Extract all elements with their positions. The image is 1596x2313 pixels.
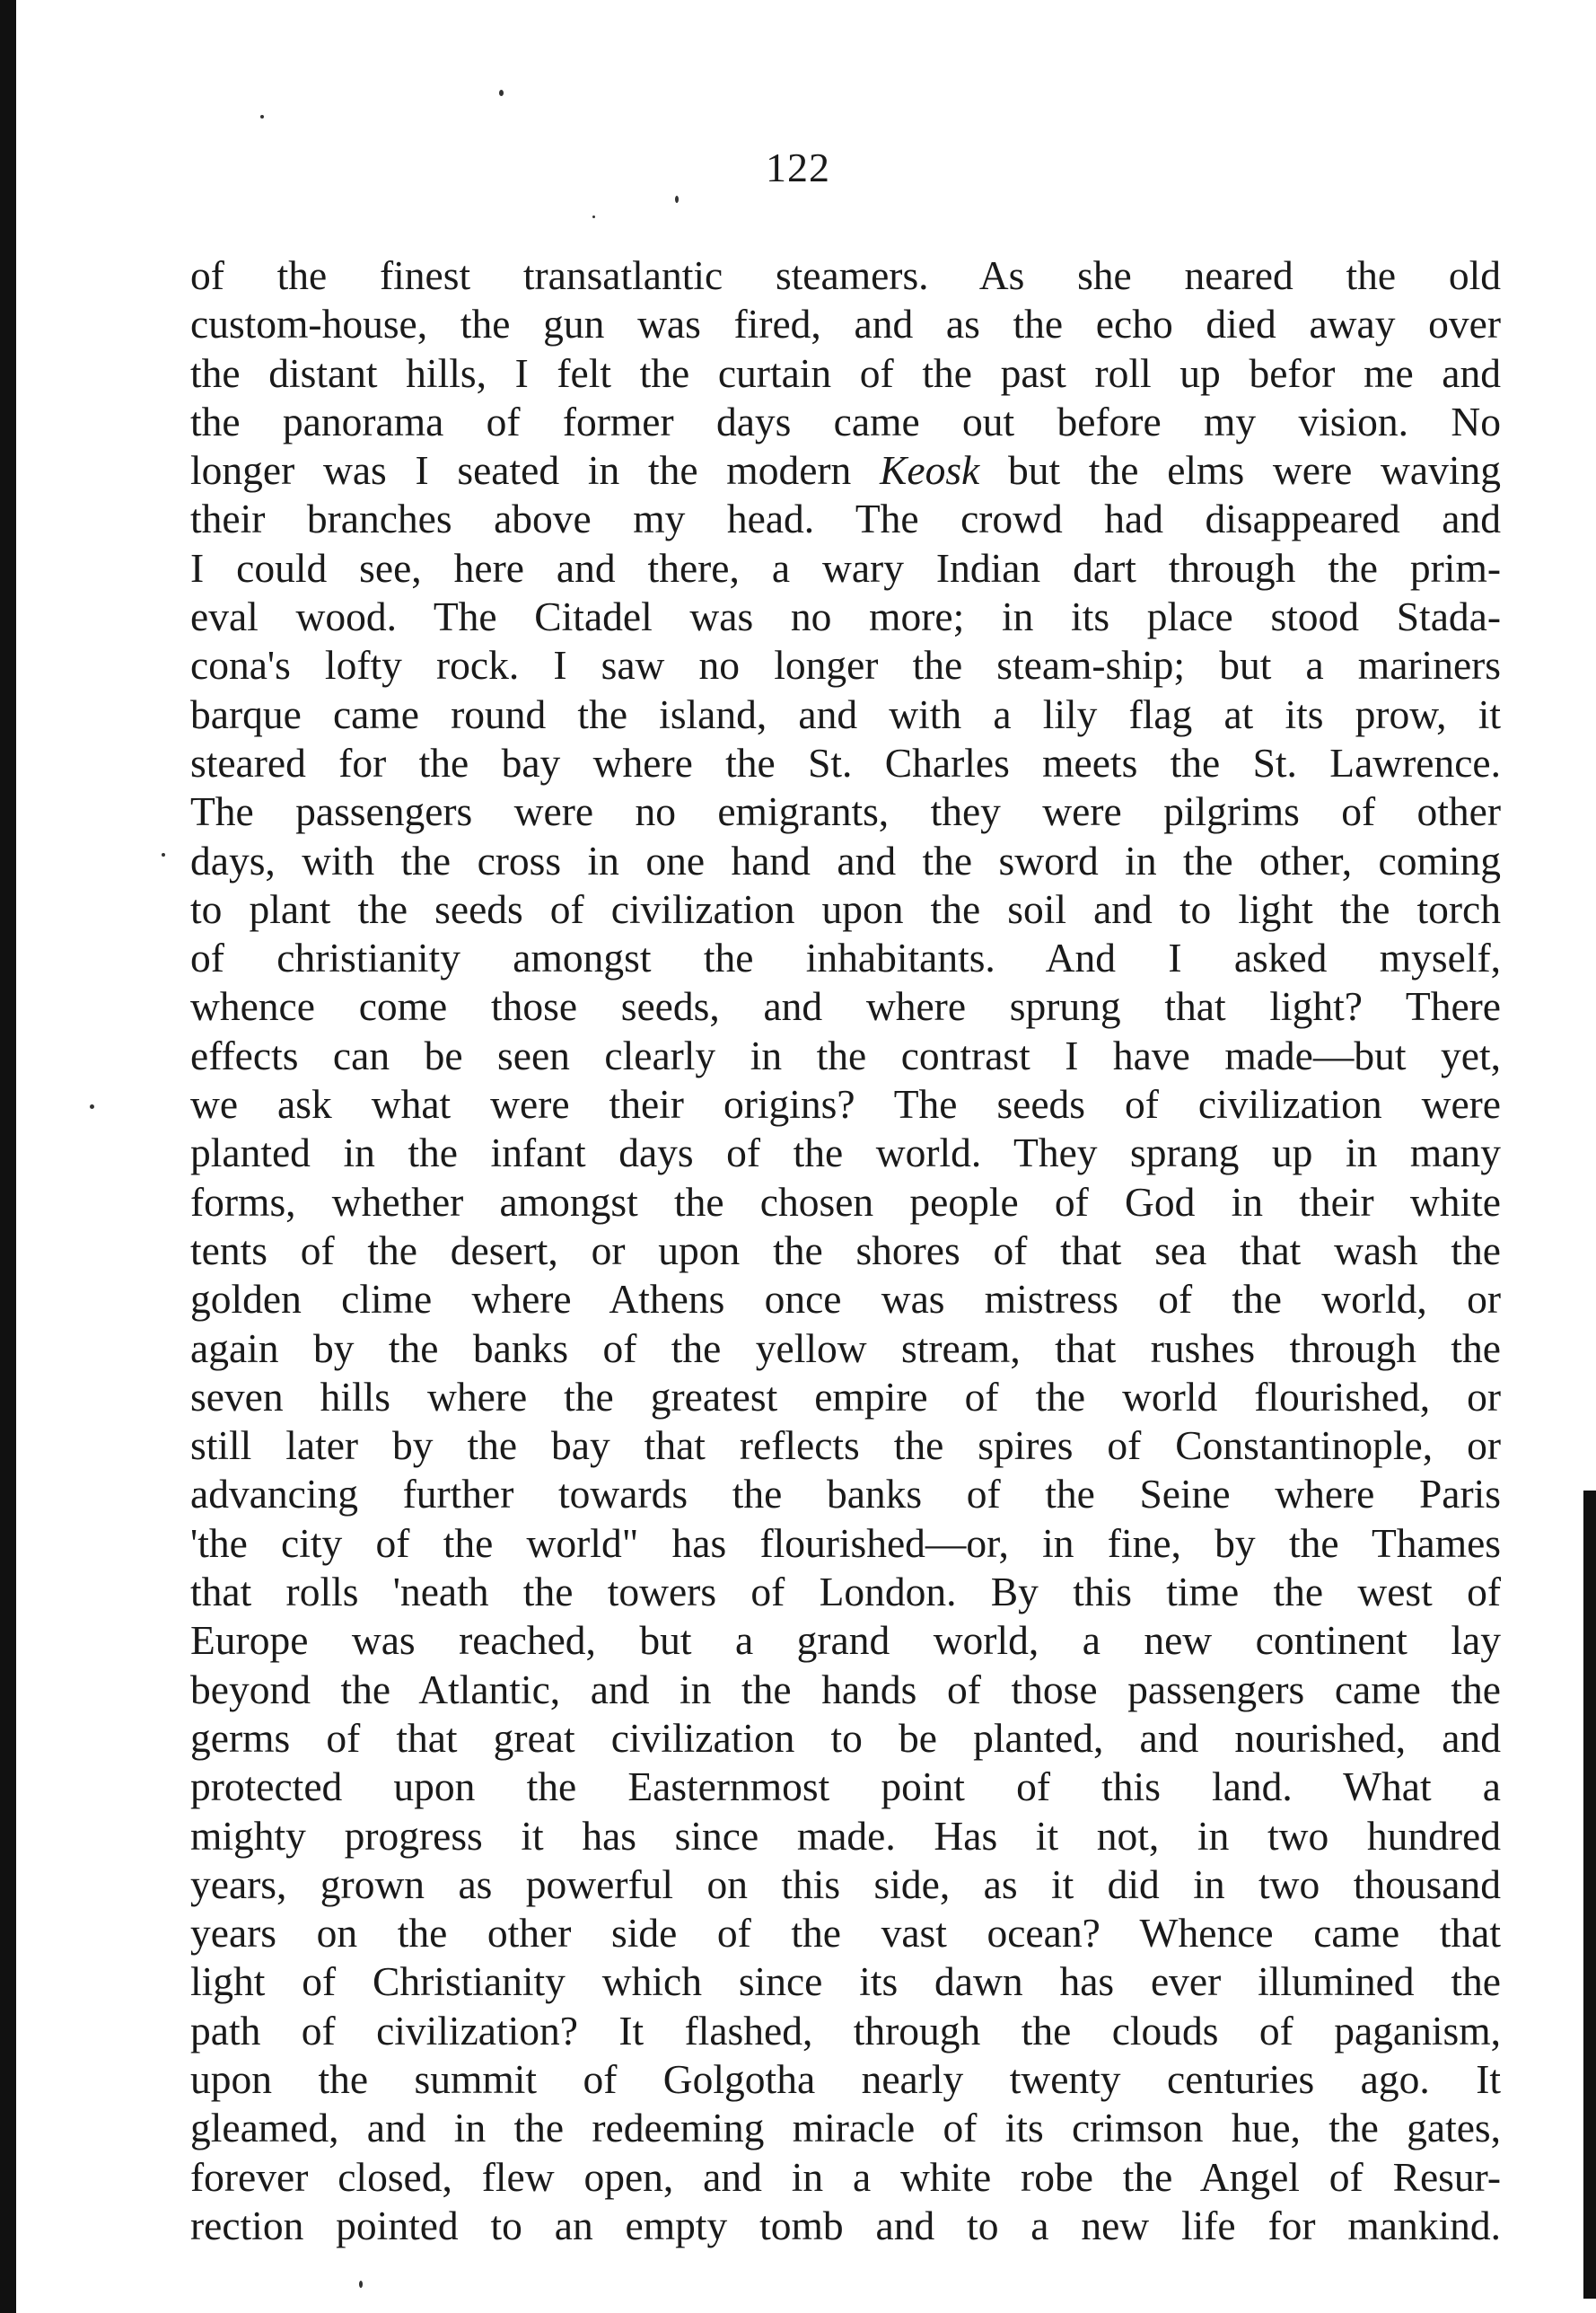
- text-line: germs of that great civilization to be planted, and nourished, and: [190, 1714, 1501, 1761]
- text-line: rection pointed to an empty tomb and to a new life for mankind.: [190, 2202, 1501, 2248]
- text-line: we ask what were their origins? The seeds of civilization were: [190, 1081, 1501, 1128]
- scan-speck: [499, 90, 504, 96]
- text-line: cona's lofty rock. I saw no longer the steam-ship; but a mariners: [190, 642, 1501, 689]
- text-line: steared for the bay where the St. Charles meets the St. Lawrence.: [190, 739, 1501, 786]
- scan-speck: [90, 1104, 94, 1109]
- text-line: 'the city of the world" has flourished—or, in fine, by the Thames: [190, 1519, 1501, 1566]
- text-line: The passengers were no emigrants, they were pilgrims of other: [190, 788, 1501, 835]
- text-line: their branches above my head. The crowd had disappeared and: [190, 496, 1501, 542]
- scan-speck: [359, 2281, 363, 2288]
- page-number: 122: [766, 145, 830, 190]
- text-line: I could see, here and there, a wary Indian dart through the prim-: [190, 544, 1501, 591]
- text-line: days, with the cross in one hand and the sword in the other, coming: [190, 837, 1501, 884]
- text-line: tents of the desert, or upon the shores of that sea that wash the: [190, 1227, 1501, 1273]
- text-line: Europe was reached, but a grand world, a new continent lay: [190, 1617, 1501, 1664]
- text-line: seven hills where the greatest empire of the world flourished, or: [190, 1373, 1501, 1420]
- text-line: that rolls 'neath the towers of London. By this time the west of: [190, 1569, 1501, 1615]
- text-line: the distant hills, I felt the curtain of the past roll up befor me and: [190, 349, 1501, 396]
- text-line: to plant the seeds of civilization upon the soil and to light the torch: [190, 885, 1501, 932]
- text-line: planted in the infant days of the world. They sprang up in many: [190, 1130, 1501, 1176]
- text-line: the panorama of former days came out before my vision. No: [190, 398, 1501, 444]
- scan-edge-left: [0, 0, 16, 2313]
- text-line: light of Christianity which since its dawn has ever illumined the: [190, 1958, 1501, 2005]
- text-line: still later by the bay that reflects the spires of Constantinople, or: [190, 1422, 1501, 1469]
- text-line: beyond the Atlantic, and in the hands of those passengers came the: [190, 1666, 1501, 1712]
- text-line: barque came round the island, and with a lily flag at its prow, it: [190, 690, 1501, 737]
- text-line: forever closed, flew open, and in a white robe the Angel of Resur-: [190, 2153, 1501, 2200]
- scan-speck: [592, 215, 595, 218]
- text-line-part: but the elms were waving: [979, 447, 1501, 494]
- text-line-part: longer was I seated in the modern: [190, 447, 881, 494]
- text-line: gleamed, and in the redeeming miracle of its crimson hue, the gates,: [190, 2105, 1501, 2151]
- scan-edge-right: [1583, 1491, 1596, 2299]
- scan-speck: [162, 853, 165, 857]
- text-line: custom-house, the gun was fired, and as the echo died away over: [190, 301, 1501, 347]
- text-line: protected upon the Easternmost point of this land. What a: [190, 1763, 1501, 1810]
- scan-speck: [675, 196, 679, 203]
- text-line: forms, whether amongst the chosen people of God in their white: [190, 1178, 1501, 1225]
- text-line: effects can be seen clearly in the contrast I have made—but yet,: [190, 1032, 1501, 1078]
- text-line: mighty progress it has since made. Has it not, in two hundred: [190, 1812, 1501, 1859]
- text-line: eval wood. The Citadel was no more; in its place stood Stada-: [190, 594, 1501, 640]
- text-line: upon the summit of Golgotha nearly twenty centuries ago. It: [190, 2055, 1501, 2102]
- italic-word: Keosk: [880, 447, 980, 494]
- text-line: whence come those seeds, and where sprung that light? There: [190, 983, 1501, 1030]
- text-line: golden clime where Athens once was mistress of the world, or: [190, 1276, 1501, 1323]
- text-line: again by the banks of the yellow stream, that rushes through the: [190, 1324, 1501, 1371]
- text-line: path of civilization? It flashed, through the clouds of paganism,: [190, 2007, 1501, 2054]
- text-line: years on the other side of the vast ocean? Whence came that: [190, 1910, 1501, 1957]
- text-line: years, grown as powerful on this side, as it did in two thousand: [190, 1860, 1501, 1907]
- body-text: [190, 251, 1501, 2250]
- text-line: advancing further towards the banks of the Seine where Paris: [190, 1471, 1501, 1517]
- scan-speck: [260, 115, 264, 119]
- text-line: [190, 446, 1501, 495]
- text-line: of the finest transatlantic steamers. As she neared the old: [190, 252, 1501, 298]
- text-line: of christianity amongst the inhabitants. And I asked myself,: [190, 935, 1501, 981]
